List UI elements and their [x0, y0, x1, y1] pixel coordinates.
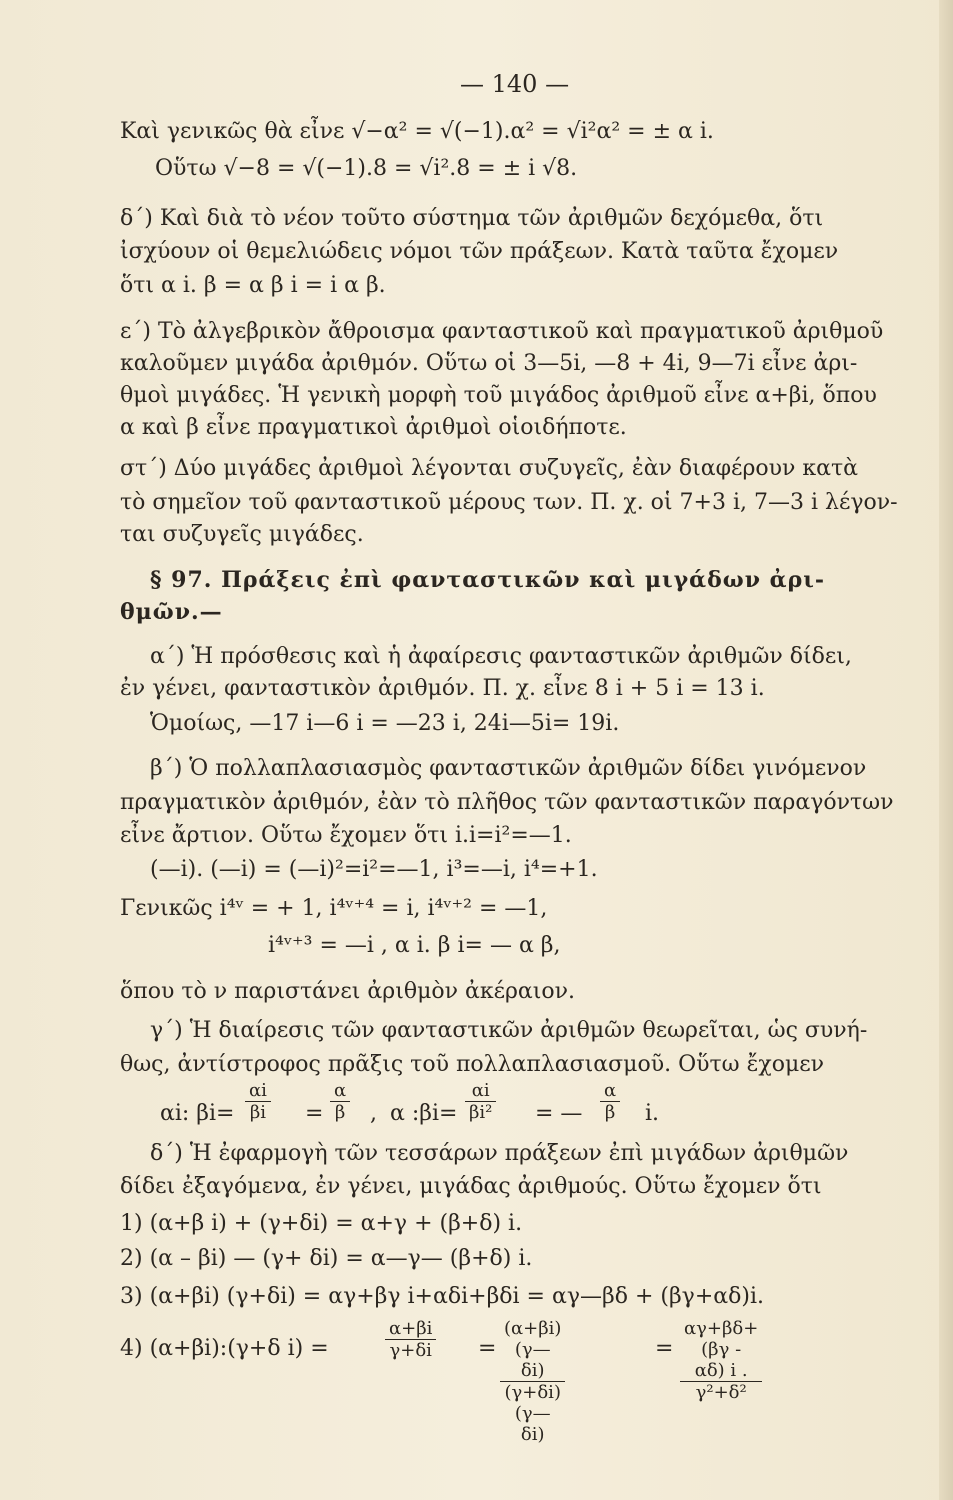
page-number: — 140 — — [460, 70, 570, 98]
formula-1: 1) (α+β i) + (γ+δi) = α+γ + (β+δ) i. — [120, 1211, 523, 1236]
text-line-6: ε΄) Τὸ ἀλγεβρικὸν ἄθροισμα φανταστικοῦ καὶ πραγματικοῦ ἀριθμοῦ — [120, 319, 884, 344]
div-frac-2 — [330, 1080, 350, 1123]
f4-frac-1-num: α+βi — [385, 1318, 436, 1340]
div-lhs2: α :βi= — [390, 1101, 458, 1126]
text-line-9: α καὶ β εἶνε πραγματικοὶ ἀριθμοὶ οἱοιδήποτε. — [120, 415, 627, 440]
formula-2: 2) (α – βi) — (γ+ δi) = α—γ— (β+δ) i. — [120, 1246, 533, 1271]
text-line-19: πραγματικὸν ἀριθμόν, ἐὰν τὸ πλῆθος τῶν φανταστικῶν παραγόντων — [120, 790, 894, 815]
div-eq2: = — — [535, 1101, 583, 1126]
div-eq1: = — [305, 1101, 324, 1126]
div-frac-4-den: β — [604, 1102, 616, 1123]
text-line-24: ὅπου τὸ ν παριστάνει ἀριθμὸν ἀκέραιον. — [120, 979, 576, 1004]
section-heading-cont: θμῶν.— — [120, 599, 223, 625]
formula-general-2: i⁴ᵛ⁺³ = —i , α i. β i= — α β, — [268, 933, 561, 958]
div-frac-4-num: α — [600, 1080, 620, 1102]
text-line-27: δ΄) Ἡ ἐφαρμογὴ τῶν τεσσάρων πράξεων ἐπὶ μιγάδων ἀριθμῶν — [150, 1141, 849, 1166]
text-line-28: δίδει ἐξαγόμενα, ἐν γένει, μιγάδας ἀριθμούς. Οὕτω ἔχομεν ὅτι — [120, 1174, 822, 1199]
f4-frac-1 — [385, 1318, 436, 1361]
text-line-8: θμοὶ μιγάδες. Ἡ γενικὴ μορφὴ τοῦ μιγάδος ἀριθμοῦ εἶνε α+βi, ὅπου — [120, 383, 877, 408]
formula-powers: (—i). (—i) = (—i)²=i²=—1, i³=—i, i⁴=+1. — [150, 857, 598, 882]
formula-3: 3) (α+βi) (γ+δi) = αγ+βγ i+αδi+βδi = αγ—βδ + (βγ+αδ)i. — [120, 1284, 764, 1309]
text-line-7: καλοῦμεν μιγάδα ἀριθμόν. Οὕτω οἱ 3—5i, —8 + 4i, 9—7i εἶνε ἀρι- — [120, 351, 858, 376]
div-frac-2-den: β — [334, 1102, 346, 1123]
div-frac-1-num: αi — [245, 1080, 271, 1102]
f4-lhs: 4) (α+βi):(γ+δ i) = — [120, 1336, 329, 1361]
text-line-10: στ΄) Δύο μιγάδες ἀριθμοὶ λέγονται συζυγεῖς, ἐὰν διαφέρουν κατὰ — [120, 456, 859, 481]
text-line-16: ἐν γένει, φανταστικὸν ἀριθμόν. Π. χ. εἶνε 8 i + 5 i = 13 i. — [120, 676, 765, 701]
f4-frac-3-num: αγ+βδ+(βγ - αδ) i . — [680, 1318, 762, 1382]
formula-general: Γενικῶς i⁴ᵛ = + 1, i⁴ᵛ⁺⁴ = i, i⁴ᵛ⁺² = —1, — [120, 896, 548, 921]
div-frac-3-num: αi — [465, 1080, 496, 1102]
div-lhs1: αi: βi= — [160, 1101, 235, 1126]
f4-eq1: = — [478, 1336, 497, 1361]
text-line-18: β΄) Ὁ πολλαπλασιασμὸς φανταστικῶν ἀριθμῶν δίδει γινόμενον — [150, 756, 867, 781]
text-line-3: δ΄) Καὶ διὰ τὸ νέον τοῦτο σύστημα τῶν ἀριθμῶν δεχόμεθα, ὅτι — [120, 206, 824, 231]
div-tail: i. — [645, 1101, 660, 1126]
f4-frac-3-den: γ²+δ² — [695, 1382, 747, 1403]
text-line-11: τὸ σημεῖον τοῦ φανταστικοῦ μέρους των. Π. χ. οἱ 7+3 i, 7—3 i λέγον- — [120, 490, 898, 515]
div-sep: , — [370, 1101, 377, 1126]
text-line-25: γ΄) Ἡ διαίρεσις τῶν φανταστικῶν ἀριθμῶν θεωρεῖται, ὡς συνή- — [150, 1018, 868, 1043]
text-line-26: θως, ἀντίστροφος πρᾶξις τοῦ πολλαπλασιασμοῦ. Οὕτω ἔχομεν — [120, 1052, 825, 1077]
div-frac-3-den: βi² — [469, 1102, 493, 1123]
div-frac-1-den: βi — [249, 1102, 267, 1123]
text-line-5: ὅτι α i. β = α β i = i α β. — [120, 273, 386, 298]
text-line-17: Ὁμοίως, —17 i—6 i = —23 i, 24i—5i= 19i. — [150, 711, 620, 736]
div-frac-2-num: α — [330, 1080, 350, 1102]
f4-frac-2-num: (α+βi)(γ—δi) — [500, 1318, 565, 1382]
f4-frac-3 — [680, 1318, 762, 1403]
text-line-2: Οὕτω √−8 = √(−1).8 = √i².8 = ± i √8. — [155, 156, 578, 181]
div-frac-3 — [465, 1080, 496, 1123]
text-line-1: Καὶ γενικῶς θὰ εἶνε √−α² = √(−1).α² = √i²α² = ± α i. — [120, 119, 714, 144]
text-line-4: ἰσχύουν οἱ θεμελιώδεις νόμοι τῶν πράξεων. Κατὰ ταῦτα ἔχομεν — [120, 239, 839, 264]
f4-eq2: = — [655, 1336, 674, 1361]
page-edge — [939, 0, 953, 1500]
div-frac-1 — [245, 1080, 271, 1123]
f4-frac-2 — [500, 1318, 565, 1445]
f4-frac-2-den: (γ+δi)(γ—δi) — [504, 1382, 561, 1445]
text-line-15: α΄) Ἡ πρόσθεσις καὶ ἡ ἀφαίρεσις φανταστικῶν ἀριθμῶν δίδει, — [150, 644, 852, 669]
f4-frac-1-den: γ+δi — [389, 1340, 432, 1361]
section-heading: § 97. Πράξεις ἐπὶ φανταστικῶν καὶ μιγάδων ἀρι- — [150, 567, 825, 593]
text-line-12: ται συζυγεῖς μιγάδες. — [120, 522, 364, 547]
div-frac-4 — [600, 1080, 620, 1123]
text-line-20: εἶνε ἄρτιον. Οὕτω ἔχομεν ὅτι i.i=i²=—1. — [120, 823, 572, 848]
